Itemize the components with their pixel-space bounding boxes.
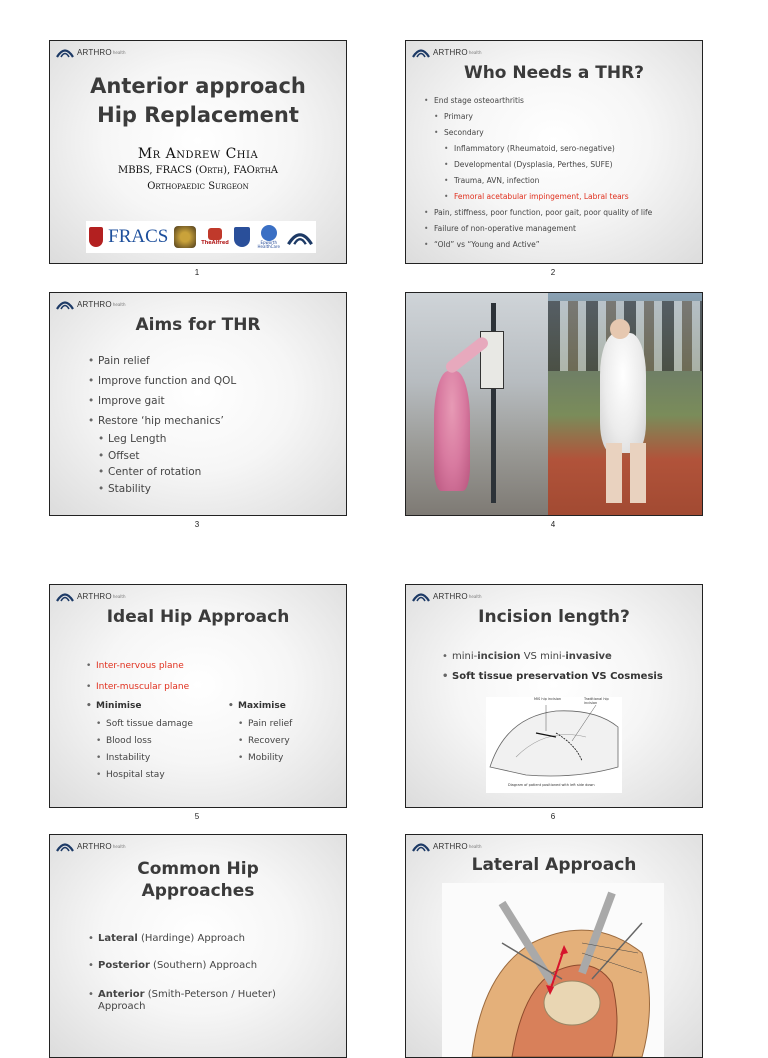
epworth-emblem-icon — [261, 225, 277, 241]
slide-3 — [49, 292, 347, 516]
arthro-logo — [56, 45, 126, 59]
alfred-emblem-icon — [208, 228, 222, 240]
list-item-highlight: • Femoral acetabular impingement, Labral tears — [444, 189, 652, 205]
approach-detail: (Hardinge) Approach — [137, 933, 246, 944]
list-item: • Improve function and QOL — [88, 371, 236, 391]
logo-sub: health — [468, 593, 482, 599]
incision-diagram — [486, 697, 622, 793]
slide-title: Lateral Approach — [471, 855, 637, 875]
minimise-list — [96, 716, 193, 784]
list-item: • Pain, stiffness, poor function, poor gait, poor quality of life — [424, 205, 652, 221]
bullet-list — [88, 351, 236, 431]
list-item: • Mobility — [238, 750, 292, 767]
epworth-logo — [256, 225, 282, 249]
list-item: • Secondary — [434, 125, 652, 141]
list-item: • Improve gait — [88, 391, 236, 411]
arthro-logo — [56, 839, 126, 853]
list-item: • Offset — [98, 448, 201, 465]
sub-bullet-list — [98, 431, 201, 497]
slide-8 — [405, 834, 703, 1058]
arthro-logo — [412, 45, 482, 59]
crest-icon — [89, 227, 103, 247]
approach-anterior — [88, 989, 276, 1013]
slide-title: Ideal Hip Approach — [106, 607, 290, 627]
maximise-list — [238, 716, 292, 767]
logo-sub: health — [468, 49, 482, 55]
runner-figure-shape — [600, 333, 646, 453]
slide-7 — [49, 834, 347, 1058]
logo-sub: health — [112, 301, 126, 307]
photo-elderly-woman-stretching — [406, 293, 548, 515]
plane-list — [86, 656, 189, 698]
list-item: • Pain relief — [88, 351, 236, 371]
slide-title: Who Needs a THR? — [463, 63, 645, 83]
arthro-logo — [412, 589, 482, 603]
list-item: • Pain relief — [238, 716, 292, 733]
arthro-arc-icon — [56, 590, 74, 602]
mis-incision-label: MIS hip incision — [534, 697, 562, 701]
slide-title-line2: Approaches — [141, 881, 255, 901]
arthro-arc-icon — [56, 46, 74, 58]
list-item: • Trauma, AVN, infection — [444, 173, 652, 189]
list-item: • End stage osteoarthritis — [424, 93, 652, 109]
list-item: • Recovery — [238, 733, 292, 750]
list-item: • Failure of non-operative management — [424, 221, 652, 237]
list-item: • Inflammatory (Rheumatoid, sero-negative) — [444, 141, 652, 157]
arthro-arc-icon — [412, 590, 430, 602]
epworth-text: Epworth HealthCare — [257, 240, 280, 249]
text-mini: mini- — [452, 651, 478, 662]
slide-5 — [49, 584, 347, 808]
arthro-arc-icon — [56, 298, 74, 310]
shield-icon — [234, 227, 250, 247]
arthro-arc-logo-icon — [287, 228, 313, 246]
logo-sub: health — [112, 49, 126, 55]
traditional-incision-label: Traditional hip incision — [584, 697, 609, 705]
list-item-highlight: • Inter-nervous plane — [86, 656, 189, 677]
logo-text: ARTHRO — [433, 47, 468, 57]
list-item: • Leg Length — [98, 431, 201, 448]
approach-posterior — [88, 960, 257, 971]
runner-head-shape — [610, 319, 630, 339]
presenter-role: Orthopaedic Surgeon — [147, 181, 249, 192]
page-number: 4 — [550, 520, 556, 529]
list-item: • Hospital stay — [96, 767, 193, 784]
logo-text: ARTHRO — [77, 841, 112, 851]
maximise-heading: • Maximise — [228, 701, 286, 711]
coat-of-arms-icon — [174, 226, 196, 248]
text-vs-mini: VS mini- — [520, 651, 566, 662]
slide-title: Incision length? — [478, 607, 630, 627]
logo-text: ARTHRO — [77, 299, 112, 309]
slide-4 — [405, 292, 703, 516]
text-incision: incision — [477, 651, 521, 662]
affiliation-logos — [86, 221, 316, 253]
runner-legs-shape — [606, 443, 646, 503]
list-item: • Instability — [96, 750, 193, 767]
page-number: 3 — [194, 520, 200, 529]
arthro-arc-icon — [412, 840, 430, 852]
slide-title-line1: Anterior approach — [90, 74, 306, 98]
arthro-arc-icon — [56, 840, 74, 852]
fracs-logo: FRACS — [108, 226, 169, 247]
tissue-vs-cosmesis: • Soft tissue preservation VS Cosmesis — [442, 671, 663, 682]
page-number: 6 — [550, 812, 556, 821]
arthro-logo — [56, 297, 126, 311]
approach-detail: (Southern) Approach — [149, 960, 258, 971]
page-number: 1 — [194, 268, 200, 277]
woman-figure-shape — [434, 371, 470, 491]
slide-1 — [49, 40, 347, 264]
slide-title-line1: Common Hip — [137, 859, 259, 879]
approach-name: Posterior — [98, 960, 150, 971]
logo-sub: health — [112, 843, 126, 849]
logo-text: ARTHRO — [77, 47, 112, 57]
arthro-logo — [56, 589, 126, 603]
list-item: • Developmental (Dysplasia, Perthes, SUFE) — [444, 157, 652, 173]
presenter-credentials: MBBS, FRACS (Orth), FAOrthA — [117, 165, 279, 176]
list-item: • “Old” vs “Young and Active” — [424, 237, 652, 253]
approach-detail: (Smith-Peterson / Hueter) — [144, 989, 276, 1000]
arthro-arc-icon — [412, 46, 430, 58]
list-item-highlight: • Inter-muscular plane — [86, 677, 189, 698]
logo-text: ARTHRO — [433, 841, 468, 851]
logo-text: ARTHRO — [433, 591, 468, 601]
slide-6 — [405, 584, 703, 808]
photo-elderly-man-running — [548, 293, 702, 515]
list-item: • Soft tissue damage — [96, 716, 193, 733]
page-number: 5 — [194, 812, 200, 821]
surgical-illustration — [442, 883, 664, 1057]
lateral-approach-surgery-icon — [442, 883, 664, 1057]
logo-text: ARTHRO — [77, 591, 112, 601]
alfred-text: TheAlfred — [201, 240, 229, 246]
list-item: • Blood loss — [96, 733, 193, 750]
arthro-logo — [412, 839, 482, 853]
slide-title: Aims for THR — [135, 315, 261, 335]
alfred-logo — [201, 228, 229, 246]
presenter-name: Mr Andrew Chia — [137, 146, 259, 162]
approach-name: Anterior — [98, 989, 145, 1000]
slide-2 — [405, 40, 703, 264]
list-item: • Restore ‘hip mechanics’ — [88, 411, 236, 431]
approach-name: Lateral — [98, 933, 138, 944]
minimise-heading: • Minimise — [86, 701, 141, 711]
page-number: 2 — [550, 268, 556, 277]
approach-lateral — [88, 933, 245, 944]
approach-detail-cont: Approach — [98, 1001, 146, 1012]
hip-incision-diagram-icon — [486, 697, 622, 783]
list-item: • Center of rotation — [98, 464, 201, 481]
text-invasive: invasive — [565, 651, 612, 662]
logo-sub: health — [112, 593, 126, 599]
diagram-caption: Diagram of patient positioned with left side down — [508, 783, 595, 787]
logo-sub: health — [468, 843, 482, 849]
slide-title-line2: Hip Replacement — [97, 103, 299, 127]
list-item: • Primary — [434, 109, 652, 125]
bullet-list — [424, 93, 652, 253]
list-item: • Stability — [98, 481, 201, 498]
incision-vs-invasive — [442, 651, 612, 662]
